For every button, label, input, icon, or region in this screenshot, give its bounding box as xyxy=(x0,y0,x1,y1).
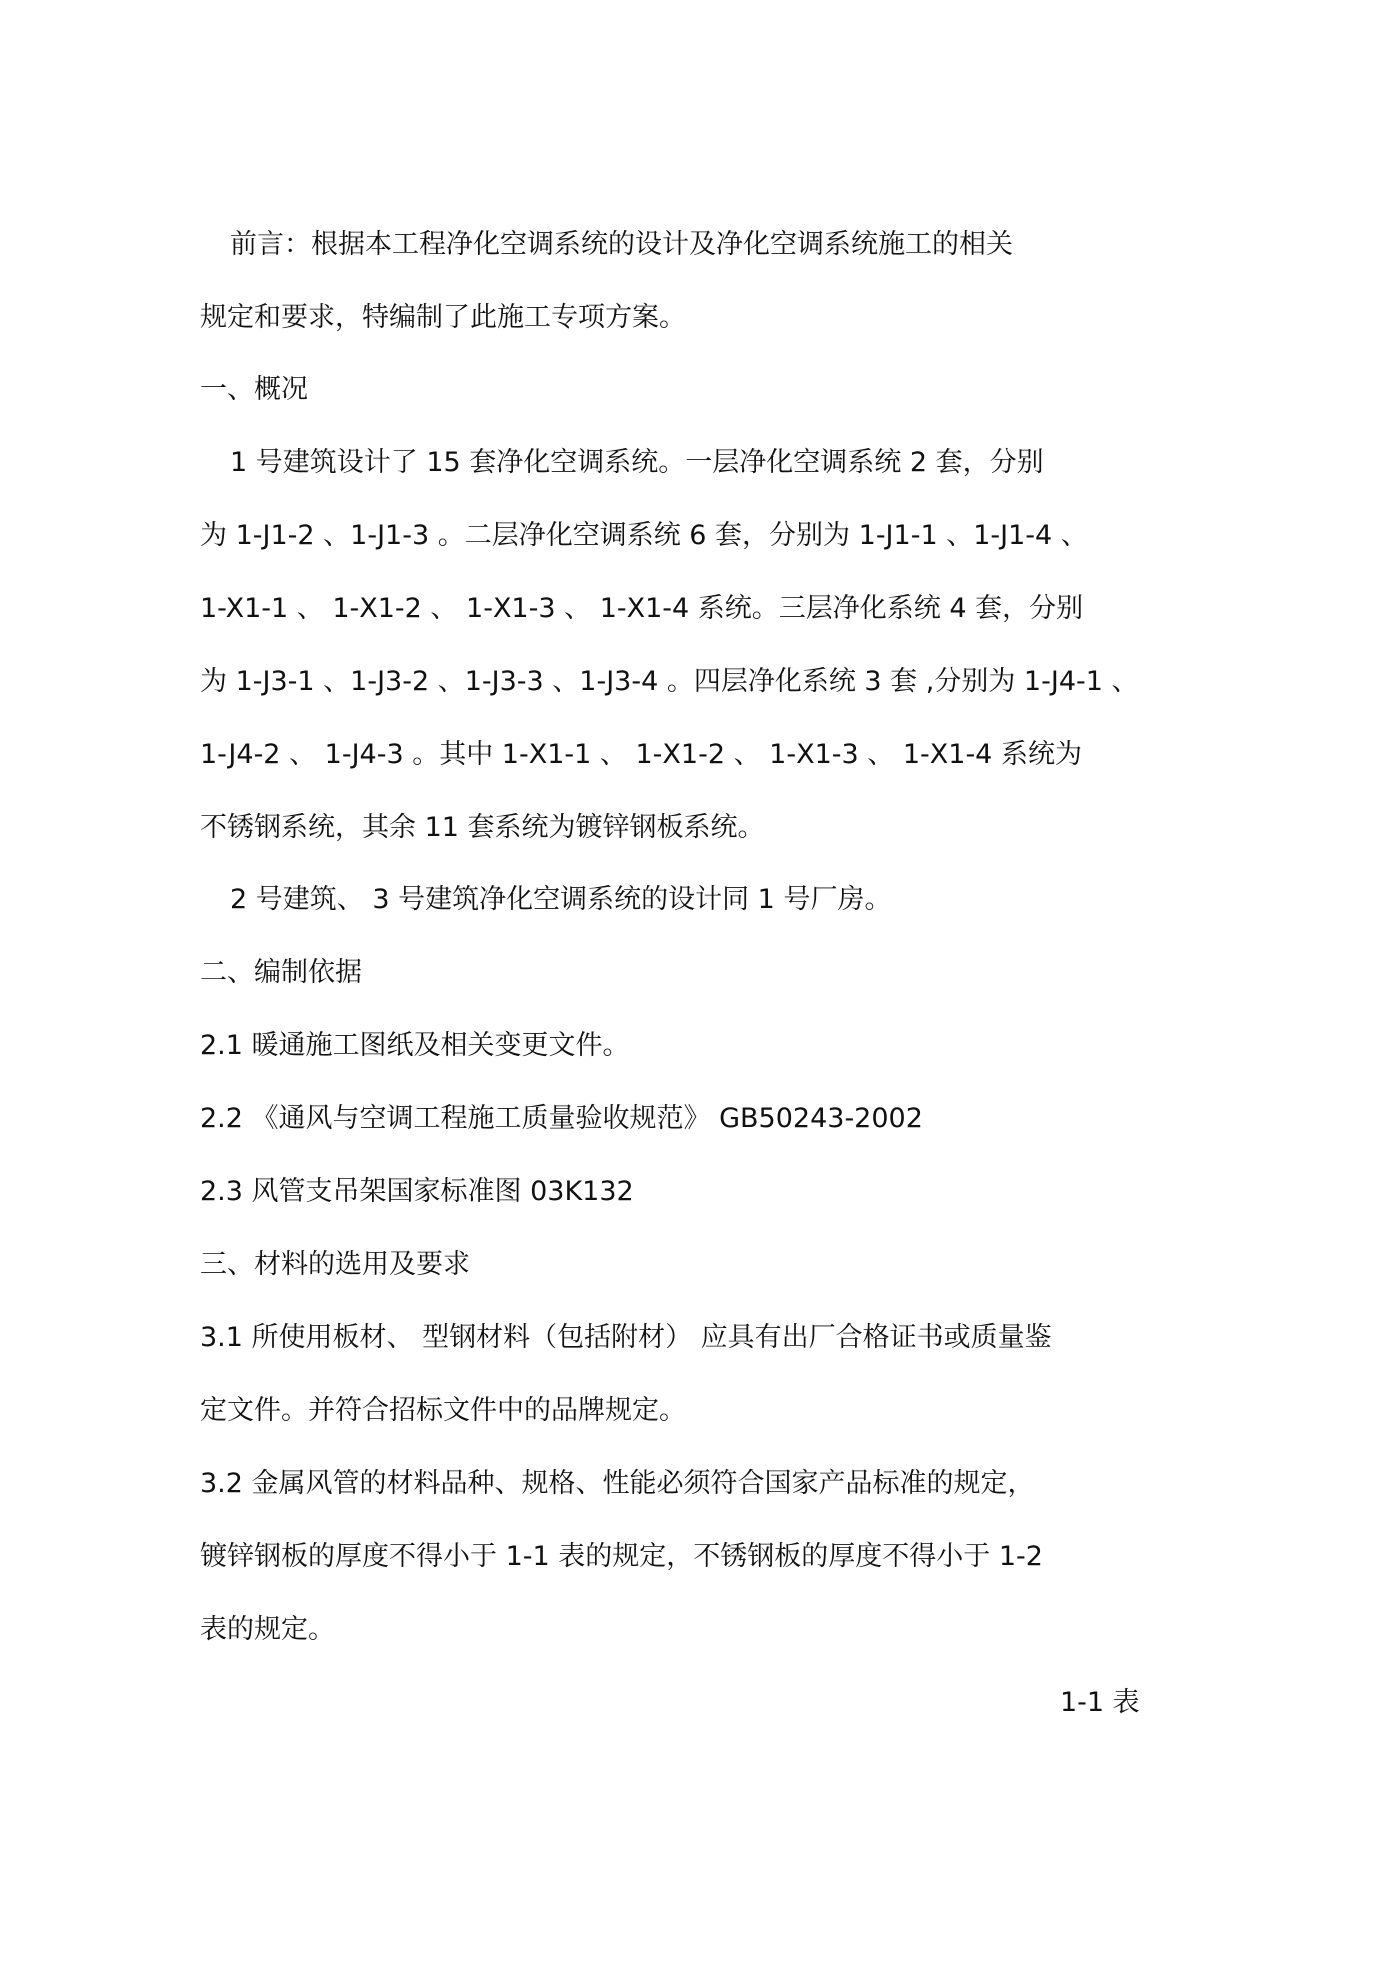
section-heading-basis: 二、编制依据 xyxy=(200,957,362,988)
materials-item-3-1-line-1: 3.1 所使用板材、 型钢材料（包括附材） 应具有出厂合格证书或质量鉴 xyxy=(200,1322,1052,1353)
overview-line-6: 不锈钢系统，其余 11 套系统为镀锌钢板系统。 xyxy=(200,812,765,843)
table-caption-1-1: 1-1 表 xyxy=(1060,1687,1140,1718)
section-heading-overview: 一、概况 xyxy=(200,374,308,405)
overview-line-4: 为 1-J3-1 、1-J3-2 、1-J3-3 、1-J3-4 。四层净化系统 3 套 ,分别为 1-J4-1 、 xyxy=(200,666,1139,697)
section-heading-materials: 三、材料的选用及要求 xyxy=(200,1249,470,1280)
basis-item-2-3: 2.3 风管支吊架国家标准图 03K132 xyxy=(200,1176,634,1207)
preface-line-1: 前言：根据本工程净化空调系统的设计及净化空调系统施工的相关 xyxy=(230,229,1013,260)
basis-item-2-2: 2.2 《通风与空调工程施工质量验收规范》 GB50243-2002 xyxy=(200,1103,923,1134)
overview-line-2: 为 1-J1-2 、1-J1-3 。二层净化空调系统 6 套，分别为 1-J1-1 、1-J1-4 、 xyxy=(200,520,1088,551)
basis-item-2-1: 2.1 暖通施工图纸及相关变更文件。 xyxy=(200,1030,630,1061)
materials-item-3-1-line-2: 定文件。并符合招标文件中的品牌规定。 xyxy=(200,1395,686,1426)
preface-line-2: 规定和要求，特编制了此施工专项方案。 xyxy=(200,302,686,333)
materials-item-3-2-line-3: 表的规定。 xyxy=(200,1614,335,1645)
overview-line-5: 1-J4-2 、 1-J4-3 。其中 1-X1-1 、 1-X1-2 、 1-X1-3 、 1-X1-4 系统为 xyxy=(200,739,1082,770)
materials-item-3-2-line-1: 3.2 金属风管的材料品种、规格、性能必须符合国家产品标准的规定， xyxy=(200,1468,1035,1499)
overview-line-1: 1 号建筑设计了 15 套净化空调系统。一层净化空调系统 2 套，分别 xyxy=(230,447,1044,478)
overview-line-7: 2 号建筑、 3 号建筑净化空调系统的设计同 1 号厂房。 xyxy=(230,884,892,915)
materials-item-3-2-line-2: 镀锌钢板的厚度不得小于 1-1 表的规定，不锈钢板的厚度不得小于 1-2 xyxy=(200,1541,1043,1572)
overview-line-3: 1-X1-1 、 1-X1-2 、 1-X1-3 、 1-X1-4 系统。三层净化系统 4 套，分别 xyxy=(200,593,1084,624)
